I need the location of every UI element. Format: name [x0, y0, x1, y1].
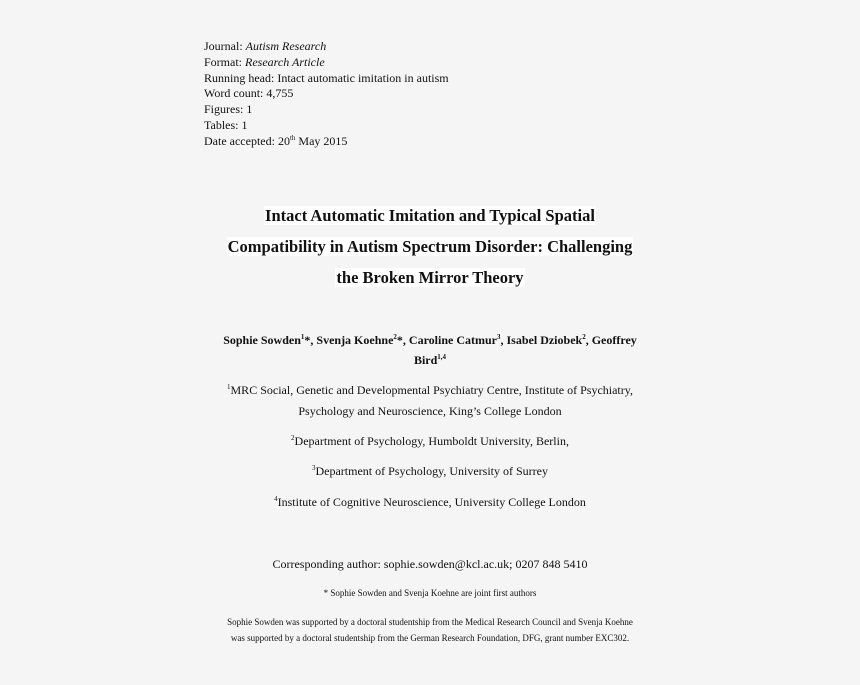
affiliation-3-number: 3 — [311, 464, 316, 472]
affiliation-2-text: Department of Psychology, Humboldt University, Berlin, — [294, 434, 569, 448]
title-line-2: Compatibility in Autism Spectrum Disorder: Challenging — [227, 237, 633, 256]
format-value: Research Article — [245, 54, 325, 69]
author-2: Svenja Koehne — [316, 333, 394, 347]
affiliation-3 — [0, 461, 860, 482]
author-4: Isabel Dziobek — [506, 333, 583, 347]
funding-line-2: was supported by a doctoral studentship from the German Research Foundation, DFG, grant number EXC302. — [230, 633, 630, 643]
journal-value: Autism Research — [245, 39, 327, 53]
journal-label: Journal: — [204, 39, 246, 53]
affiliation-4 — [0, 492, 860, 513]
author-2-mark: *, — [396, 333, 409, 347]
author-list — [0, 330, 860, 370]
author-1-mark: *, — [304, 333, 317, 347]
author-1: Sophie Sowden — [223, 333, 301, 347]
tables-count: Tables: 1 — [204, 117, 248, 132]
date-ordinal: th — [289, 133, 296, 142]
author-5: Bird — [413, 353, 438, 367]
funding-line-1: Sophie Sowden was supported by a doctoral studentship from the Medical Research Council and Svenja Koehne — [227, 617, 633, 627]
author-2-affil: 2 — [393, 333, 397, 341]
affiliation-1-line-1: MRC Social, Genetic and Developmental Psychiatry Centre, Institute of Psychiatry, — [230, 383, 633, 397]
date-prefix: Date accepted: 20 — [204, 133, 290, 148]
manuscript-metadata — [204, 39, 449, 150]
corresponding-author: Corresponding author: sophie.sowden@kcl.ac.uk; 0207 848 5410 — [272, 557, 588, 571]
author-3-affil: 3 — [497, 333, 501, 341]
author-4-affil: 2 — [582, 333, 586, 341]
date-suffix: May 2015 — [295, 133, 348, 148]
format-line — [204, 55, 449, 71]
format-label: Format: — [204, 54, 245, 69]
figures-count: Figures: 1 — [204, 102, 253, 117]
date-accepted — [204, 134, 449, 150]
author-5-affil: 1,4 — [437, 353, 447, 361]
affiliation-1 — [0, 380, 860, 422]
affiliation-3-text: Department of Psychology, University of Surrey — [315, 464, 548, 478]
title-line-3: the Broken Mirror Theory — [336, 268, 524, 287]
author-5-first-name: , Geoffrey — [585, 333, 637, 347]
affiliation-2-number: 2 — [291, 434, 295, 442]
affiliation-4-number: 4 — [274, 495, 278, 503]
journal-line — [204, 39, 449, 55]
author-3: Caroline Catmur — [408, 333, 498, 347]
word-count: Word count: 4,755 — [204, 86, 294, 101]
author-3-sep: , — [500, 333, 507, 347]
funding-statement — [0, 614, 860, 646]
affiliation-1-number: 1 — [227, 383, 231, 391]
running-head: Running head: Intact automatic imitation in autism — [204, 70, 449, 85]
affiliation-4-text: Institute of Cognitive Neuroscience, University College London — [277, 495, 586, 509]
affiliation-2 — [0, 431, 860, 452]
affiliation-1-line-2: Psychology and Neuroscience, King’s College London — [298, 404, 562, 418]
paper-title — [0, 200, 860, 293]
joint-first-author-note: * Sophie Sowden and Svenja Koehne are joint first authors — [323, 588, 537, 598]
author-1-affil: 1 — [300, 333, 305, 341]
title-line-1: Intact Automatic Imitation and Typical Spatial — [265, 206, 595, 225]
